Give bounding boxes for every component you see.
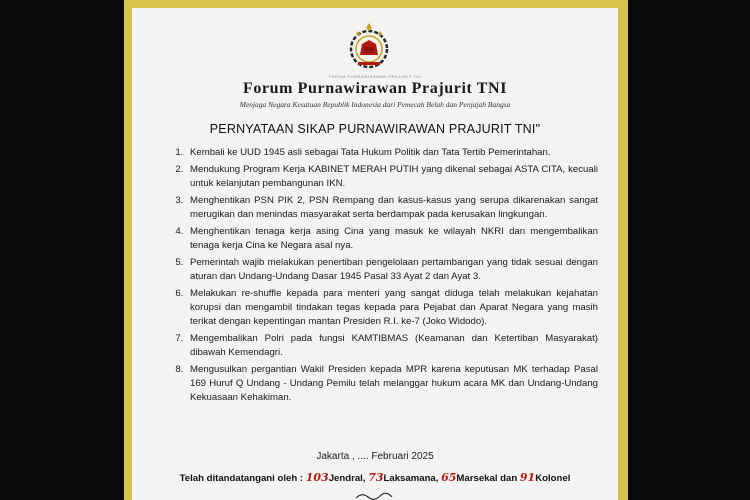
statement-document xyxy=(132,8,618,500)
list-item: 7. Mengembalikan Polri pada fungsi KAMTIBMAS (Keamanan dan Ketertiban Masyarakat) dibawah Kemendagri. xyxy=(186,332,598,360)
emblem-icon xyxy=(342,22,396,72)
logo-caption: FORUM PURNAWIRAWAN PRAJURIT TNI xyxy=(328,74,422,79)
org-name: Forum Purnawirawan Prajurit TNI xyxy=(242,80,508,97)
jendral-count: 103 xyxy=(305,471,329,484)
marsekal-label: Marsekal dan xyxy=(456,473,518,484)
list-item: 1. Kembali ke UUD 1945 asli sebagai Tata Hukum Politik dan Tata Tertib Pemerintahan. xyxy=(186,146,598,160)
list-item: 3. Menghentikan PSN PIK 2, PSN Rempang dan kasus-kasus yang serupa dikarenakan sangat merugikan dan menindas masyarakat serta berdampak pada kerusakan lingkungan. xyxy=(186,194,598,222)
laksamana-count: 73 xyxy=(368,471,384,484)
statement-title: PERNYATAAN SIKAP PURNAWIRAWAN PRAJURIT TNI" xyxy=(209,122,541,136)
list-item: 4. Menghentikan tenaga kerja asing Cina yang masuk ke wilayah NKRI dan mengembalikan tenaga kerja Cina ke Negara asal nya. xyxy=(186,225,598,253)
signatories-prefix: Telah ditandatangani oleh : xyxy=(179,473,304,484)
jendral-label: Jendral, xyxy=(328,473,366,484)
signature-mark xyxy=(354,492,394,500)
place-date: Jakarta , .... Februari 2025 xyxy=(316,451,434,462)
statement-points xyxy=(168,146,598,408)
kolonel-count: 91 xyxy=(519,471,536,484)
laksamana-label: Laksamana, xyxy=(383,473,439,484)
list-item: 5. Pemerintah wajib melakukan penertiban pengelolaan pertambangan yang tidak sesuai dengan aturan dan Undang-Undang Dasar 1945 Pasal 33 Ayat 2 dan Ayat 3. xyxy=(186,256,598,284)
kolonel-label: Kolonel xyxy=(535,473,571,484)
list-item: 2. Mendukung Program Kerja KABINET MERAH PUTIH yang dikenal sebagai ASTA CITA, kecuali untuk kelanjutan pembangunan IKN. xyxy=(186,163,598,191)
marsekal-count: 65 xyxy=(441,471,457,484)
org-motto: Menjaga Negara Kesatuan Republik Indonesia dari Pemecah Belah dan Penjajah Bangsa xyxy=(239,100,511,109)
signatories-line xyxy=(132,471,618,484)
list-item: 6. Melakukan re-shuffle kepada para menteri yang sangat diduga telah melakukan kejahatan korupsi dan mengambil tindakan tegas kepada para Pejabat dan Aparat Negara yang masih terikat dengan kepentingan mantan Presiden R.I. ke-7 (Joko Widodo). xyxy=(186,287,598,329)
list-item: 8. Mengusulkan pergantian Wakil Presiden kepada MPR karena keputusan MK terhadap Pasal 169 Huruf Q Undang - Undang Pemilu telah melanggar hukum acara MK dan Undang-Undang Kekuasaan Kehakiman. xyxy=(186,363,598,405)
